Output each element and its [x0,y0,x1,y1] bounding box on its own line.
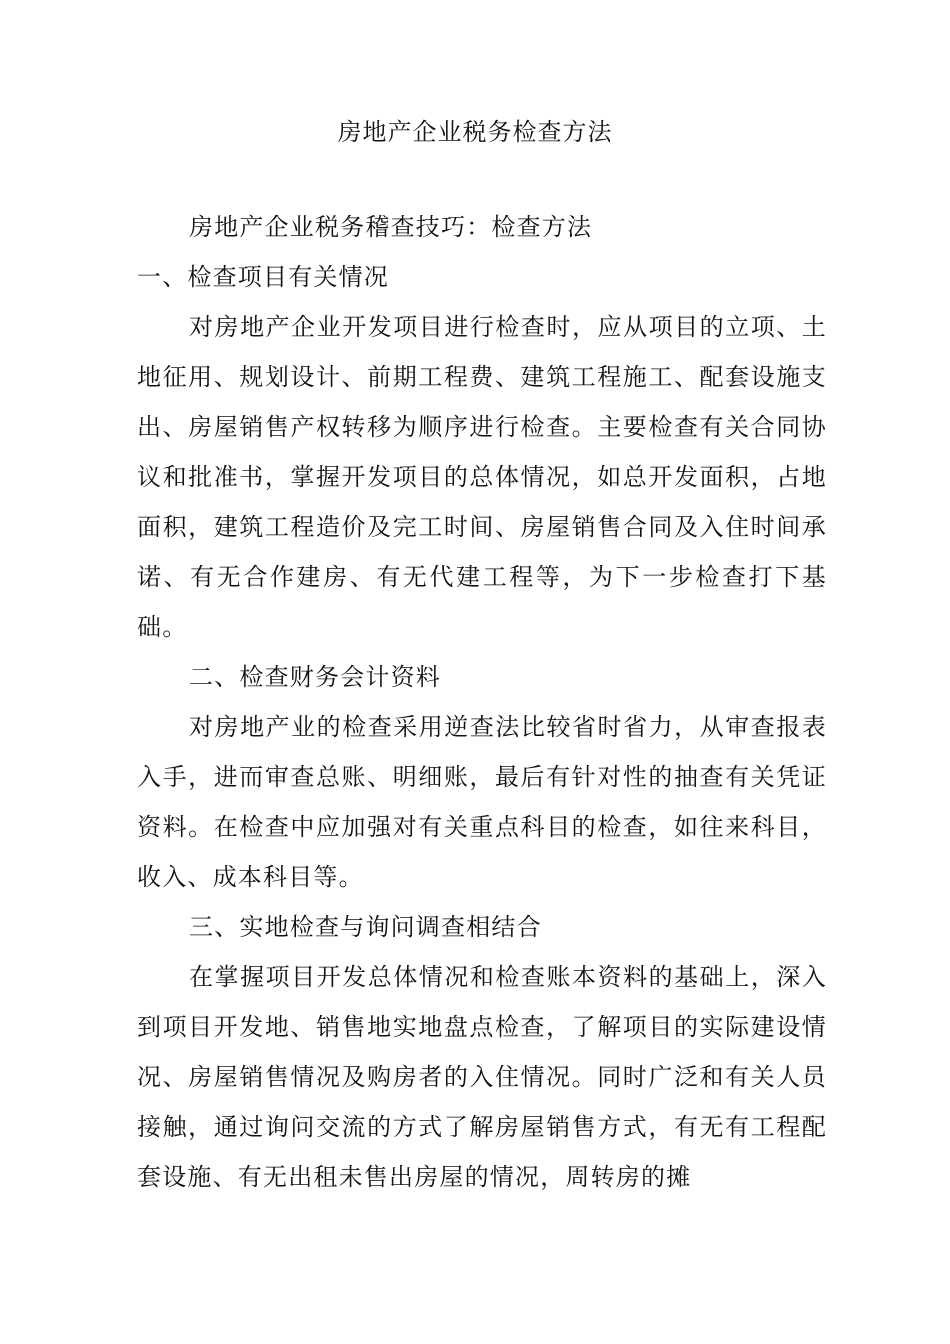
intro-paragraph: 房地产企业税务稽查技巧：检查方法 [189,213,593,241]
section-heading-1: 一、检查项目有关情况 [137,263,389,291]
section-paragraph-3: 在掌握项目开发总体情况和检查账本资料的基础上，深入到项目开发地、销售地实地盘点检查，了解项目的实际建设情况、房屋销售情况及购房者的入住情况。同时广泛和有关人员接触，通过询问交流的方式了解房屋销售方式，有无有工程配套设施、有无出租未售出房屋的情况，周转房的摊 [137,963,827,1191]
document-body [137,202,827,1202]
section-heading-2: 二、检查财务会计资料 [189,663,441,691]
document-title: 房地产企业税务检查方法 [337,118,613,146]
section-heading-3: 三、实地检查与询问调查相结合 [189,913,542,941]
section-paragraph-2: 对房地产业的检查采用逆查法比较省时省力，从审查报表入手，进而审查总账、明细账，最后有针对性的抽查有关凭证资料。在检查中应加强对有关重点科目的检查，如往来科目，收入、成本科目等。 [137,713,827,891]
section-paragraph-1: 对房地产企业开发项目进行检查时，应从项目的立项、土地征用、规划设计、前期工程费、建筑工程施工、配套设施支出、房屋销售产权转移为顺序进行检查。主要检查有关合同协议和批准书，掌握开发项目的总体情况，如总开发面积，占地面积，建筑工程造价及完工时间、房屋销售合同及入住时间承诺、有无合作建房、有无代建工程等，为下一步检查打下基础。 [137,313,827,641]
